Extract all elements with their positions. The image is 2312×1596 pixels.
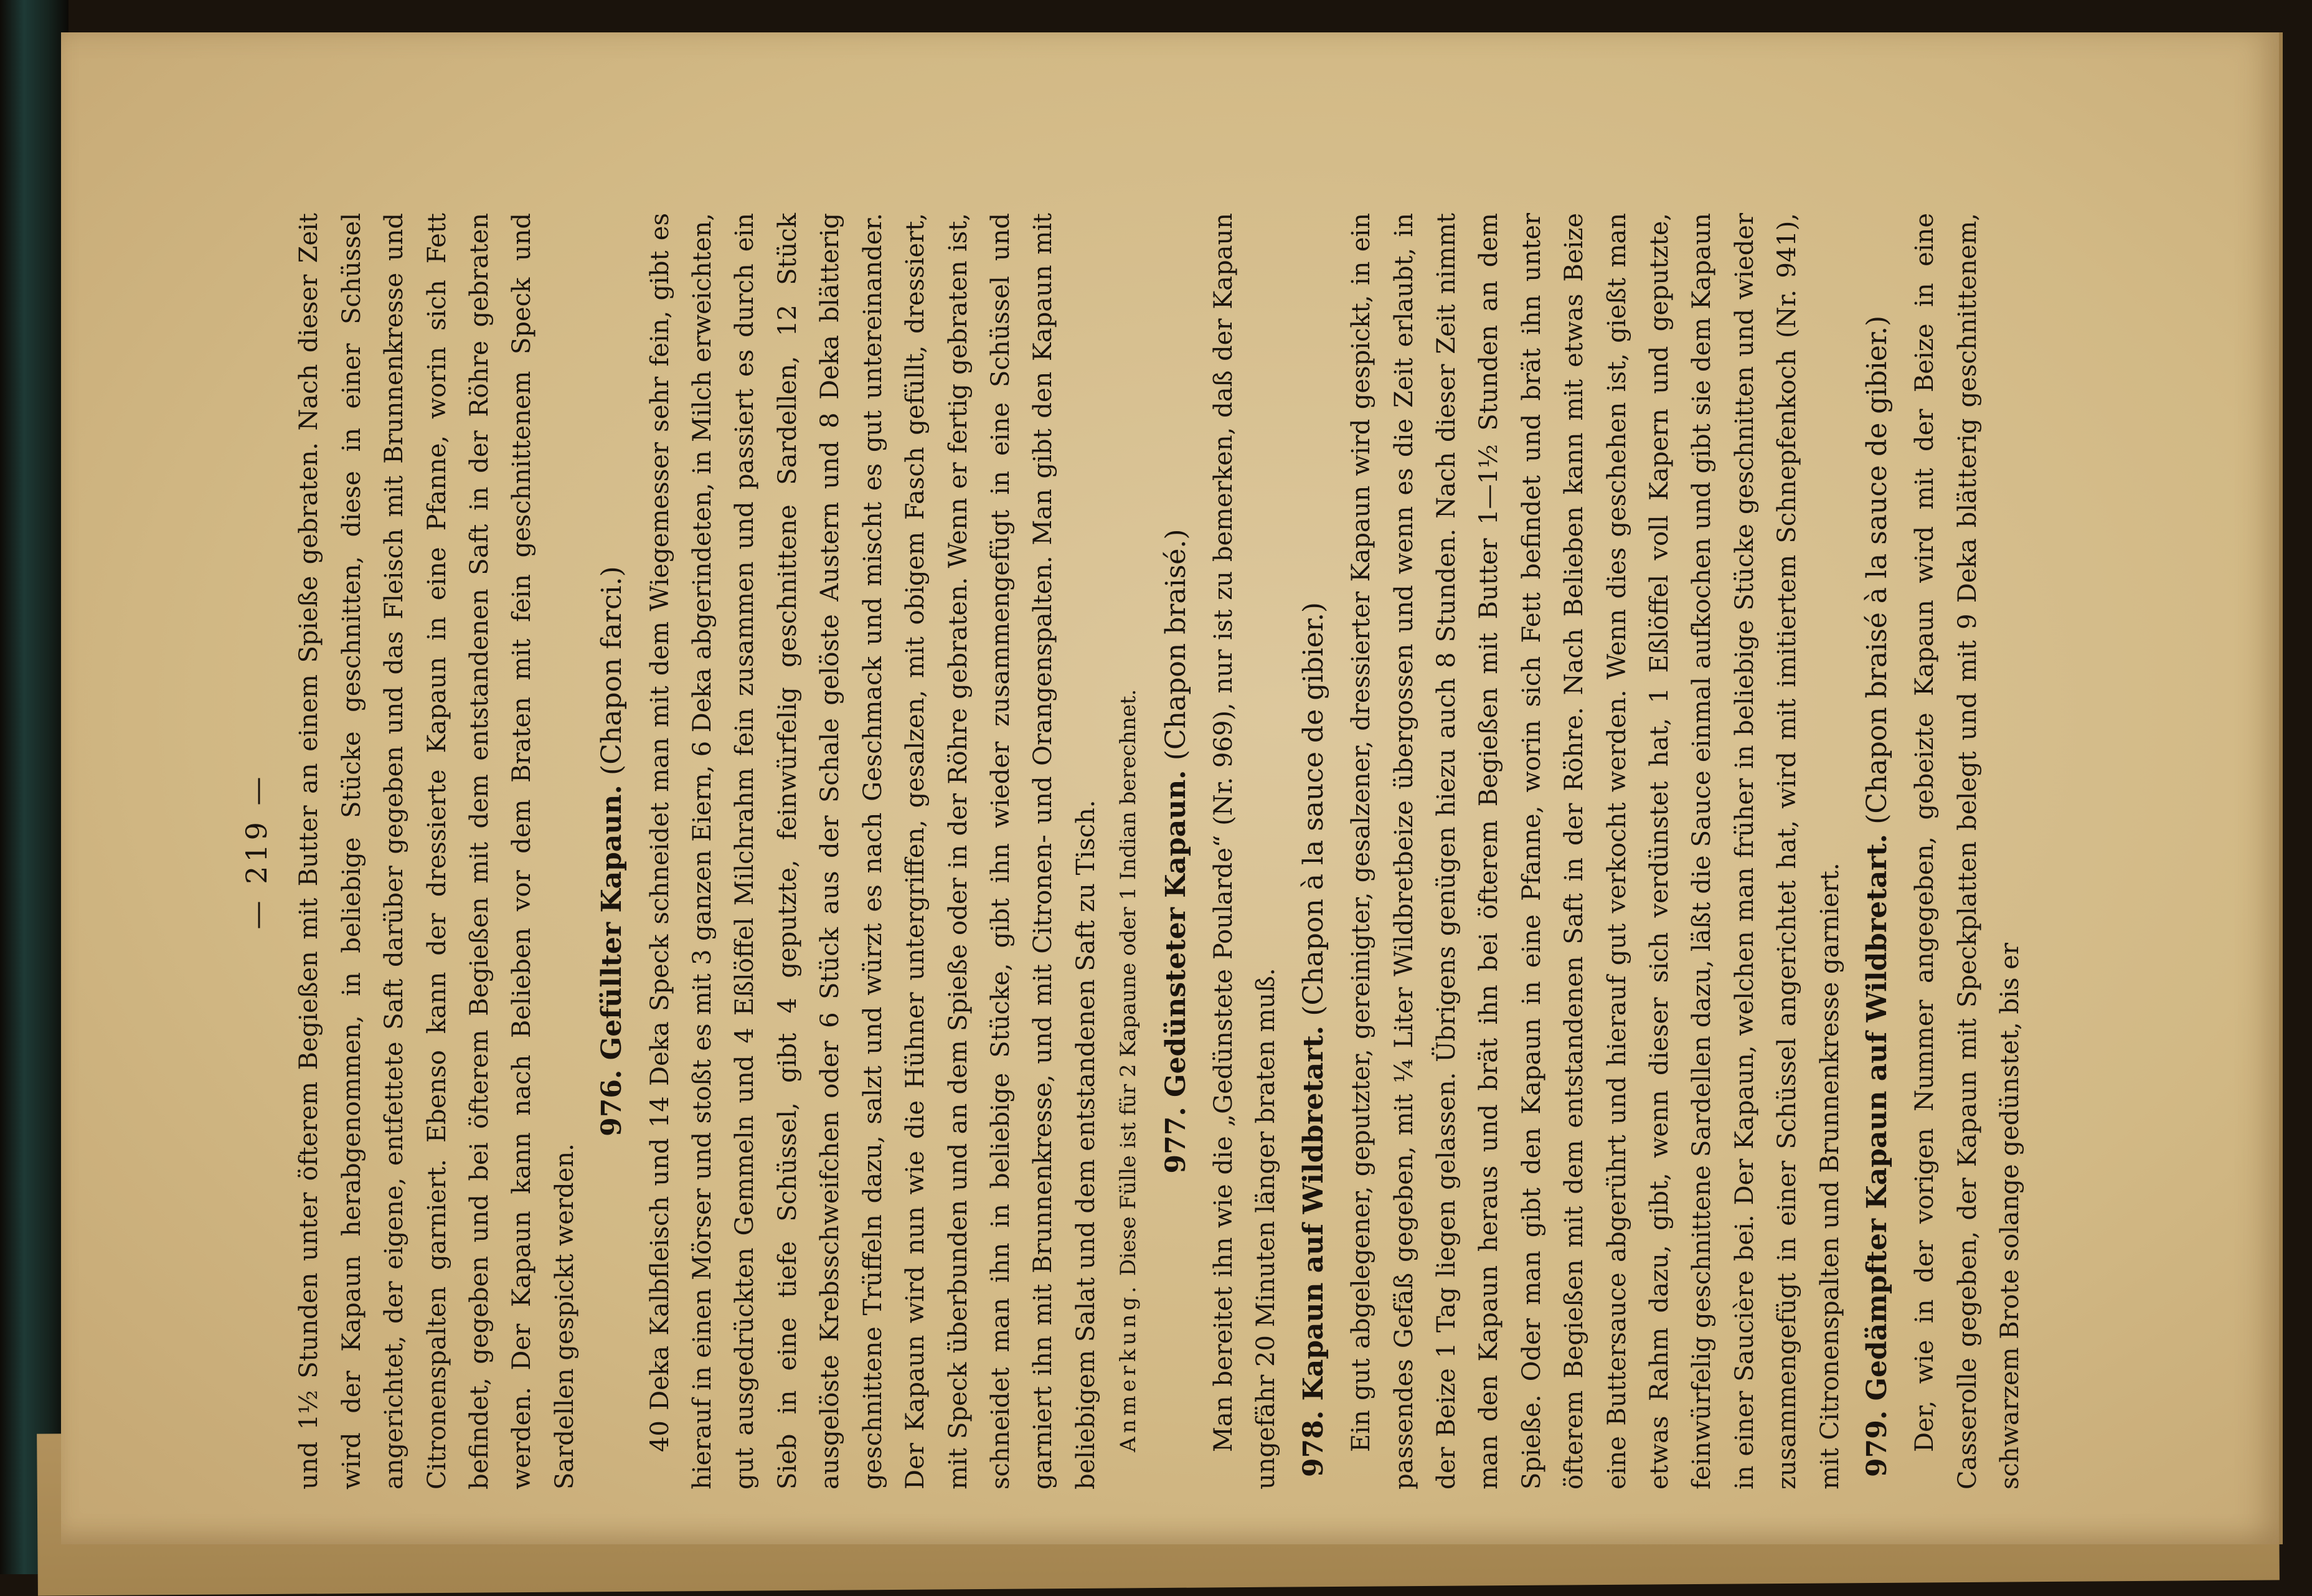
recipe-979-heading [1856,213,1899,1490]
book-spine [0,0,68,1574]
book-page [61,32,2283,1544]
recipe-978-title: 978. Kapaun auf Wildbretart. [1297,1026,1329,1477]
recipe-979-subtitle: (Chapon braisé à la sauce de gibier.) [1861,315,1894,824]
intro-paragraph: und 1½ Stunden unter öfterem Begießen mit Butter an einem Spieße gebraten. Nach dieser Zeit wird der Kapaun herabgenommen, in beliebige Stücke geschnitten, diese in einer Schüssel angerichtet, der eigene, entfettete Saft darüber gegeben und das Fleisch mit Brunnenkresse und Citronenspalten garniert. Ebenso kann der dressierte Kapaun in eine Pfanne, worin sich Fett befindet, gegeben und bei öfterem Begießen mit dem entstandenen Saft in der Röhre gebraten werden. Der Kapaun kann nach Belieben vor dem Braten mit fein geschnittenem Speck und Sardellen gespickt werden. [295,213,579,1490]
recipe-976-subtitle: (Chapon farci.) [596,566,628,775]
note-label: Anmerkung. [1116,1282,1141,1452]
recipe-976-note [1107,213,1149,1490]
recipe-976-body: 40 Deka Kalbfleisch und 14 Deka Speck schneidet man mit dem Wiegemesser sehr fein, gibt es hierauf in einen Mörser und stoßt es mit 3 ganzen Eiern, 6 Deka abgerindeten, in Milch erweichten, gut ausgedrückten Gemmeln und 4 Eßlöffel Milchrahm fein zusammen und passiert es durch ein Sieb in eine tiefe Schüssel, gibt 4 geputzte, feinwürfelig geschnittene Sardellen, 12 Stück ausgelöste Krebsschweifchen oder 6 Stück aus der Schale gelöste Austern und 8 Deka blätterig geschnittene Trüffeln dazu, salzt und würzt es nach Geschmack und mischt es gut untereinander. Der Kapaun wird nun wie die Hühner untergriffen, gesalzen, mit obigem Fasch gefüllt, dressiert, mit Speck überbunden und an dem Spieße oder in der Röhre gebraten. Wenn er fertig gebraten ist, schneidet man ihn in beliebige Stücke, gibt ihn wieder zusammengefügt in eine Schüssel und garniert ihn mit Brunnenkresse, und mit Citronen- und Orangenspalten. Man gibt den Kapaun mit beliebigem Salat und dem entstandenen Saft zu Tisch. [645,213,1100,1490]
recipe-977-title: 977. Gedünsteter Kapaun. [1159,770,1192,1174]
recipe-976-heading [591,213,633,1490]
recipe-979-body: Der, wie in der vorigen Nummer angegeben, gebeizte Kapaun wird mit der Beize in eine Casserolle gegeben, der Kapaun mit Speckplatten belegt und mit 9 Deka blätterig geschnittenem, schwarzem Brote solange gedünstet, bis er [1910,213,2025,1490]
recipe-976-title: 976. Gefüllter Kapaun. [596,785,628,1136]
recipe-978-subtitle: (Chapon à la sauce de gibier.) [1297,602,1329,1016]
recipe-977-heading [1155,213,1197,1490]
recipe-978-heading [1293,213,1335,1490]
note-text: Diese Fülle ist für 2 Kapaune oder 1 Indian berechnet. [1116,689,1141,1277]
page-text-block [235,213,2025,1490]
recipe-977-subtitle: (Chapon braisé.) [1159,529,1192,761]
recipe-979-title: 979. Gedämpfter Kapaun auf Wildbretart. [1861,834,1894,1477]
recipe-977-body: Man bereitet ihn wie die „Gedünstete Poularde“ (Nr. 969), nur ist zu bemerken, daß der Kapaun ungefähr 20 Minuten länger braten muß. [1209,213,1281,1490]
page-number: — 219 — [240,773,273,930]
recipe-978-body: Ein gut abgelegener, geputzter, gereinigter, gesalzener, dressierter Kapaun wird gespickt, in ein passendes Gefäß gegeben, mit ¼ Liter Wildbretbeize übergossen und wenn es die Zeit erlaubt, in der Beize 1 Tag liegen gelassen. Übrigens genügen hiezu auch 8 Stunden. Nach dieser Zeit nimmt man den Kapaun heraus und brät ihn bei öfterem Begießen mit Butter 1—1½ Stunden an dem Spieße. Oder man gibt den Kapaun in eine Pfanne, worin sich Fett befindet und brät ihn unter öfterem Begießen mit dem entstandenen Saft in der Röhre. Nach Belieben kann mit etwas Beize eine Buttersauce abgerührt und hierauf gut verkocht werden. Wenn dies geschehen ist, gießt man etwas Rahm dazu, gibt, wenn dieser sich verdünstet hat, 1 Eßlöffel voll Kapern und geputzte, feinwürfelig geschnittene Sardellen dazu, läßt die Sauce einmal aufkochen und gibt sie dem Kapaun in einer Saucière bei. Der Kapaun, welchen man früher in beliebige Stücke geschnitten und wieder zusammengefügt in einer Schüssel angerichtet hat, wird mit imitiertem Schnepfenkoch (Nr. 941), mit Citronenspalten und Brunnenkresse garniert. [1347,213,1844,1490]
